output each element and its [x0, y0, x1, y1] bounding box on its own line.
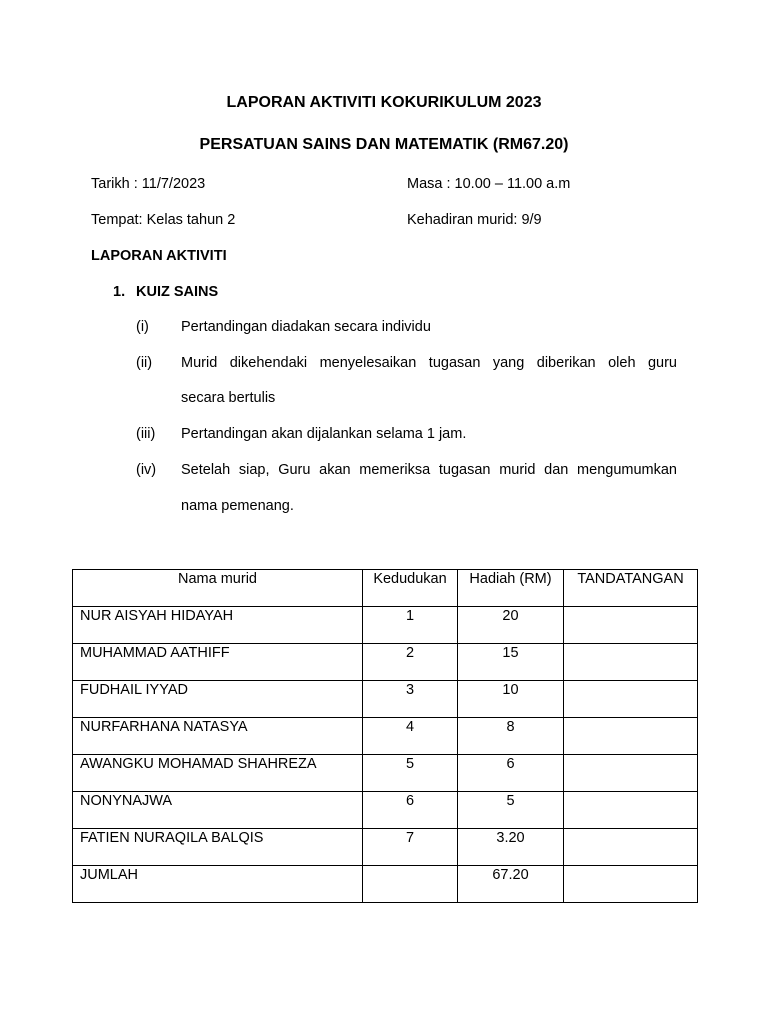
cell-rank: 7	[363, 829, 458, 866]
cell-signature	[564, 755, 698, 792]
report-subtitle: PERSATUAN SAINS DAN MATEMATIK (RM67.20)	[199, 136, 569, 153]
cell-signature	[564, 792, 698, 829]
table-row	[73, 755, 698, 792]
cell-signature	[564, 681, 698, 718]
total-rank	[363, 866, 458, 903]
cell-signature	[564, 829, 698, 866]
table-row	[73, 829, 698, 866]
total-signature	[564, 866, 698, 903]
activity-number: 1.	[113, 284, 126, 300]
list-item-text: Pertandingan akan dijalankan selama 1 jam.	[181, 426, 467, 442]
cell-name: NUR AISYAH HIDAYAH	[73, 607, 363, 644]
cell-name: FATIEN NURAQILA BALQIS	[73, 829, 363, 866]
place-field: Tempat: Kelas tahun 2	[91, 212, 236, 228]
table-row	[73, 718, 698, 755]
cell-prize: 10	[458, 681, 564, 718]
cell-signature	[564, 644, 698, 681]
header-name: Nama murid	[73, 570, 363, 607]
time-field: Masa : 10.00 – 11.00 a.m	[407, 176, 571, 192]
date-field: Tarikh : 11/7/2023	[91, 176, 206, 192]
cell-rank: 3	[363, 681, 458, 718]
list-item-number: (iv)	[136, 462, 157, 478]
cell-rank: 2	[363, 644, 458, 681]
table-total-row	[73, 866, 698, 903]
table-header-row	[73, 570, 698, 607]
list-item-text: Murid dikehendaki menyelesaikan tugasan yang diberikan oleh guru	[181, 355, 677, 371]
total-prize: 67.20	[458, 866, 564, 903]
list-item-text: Setelah siap, Guru akan memeriksa tugasan murid dan mengumumkan	[181, 462, 677, 478]
cell-prize: 20	[458, 607, 564, 644]
cell-prize: 15	[458, 644, 564, 681]
list-item-number: (ii)	[136, 355, 153, 371]
cell-name: MUHAMMAD AATHIFF	[73, 644, 363, 681]
report-title: LAPORAN AKTIVITI KOKURIKULUM 2023	[226, 94, 542, 111]
total-label: JUMLAH	[73, 866, 363, 903]
list-item-text-continued: nama pemenang.	[181, 498, 294, 514]
list-item-text-continued: secara bertulis	[181, 390, 276, 406]
header-prize: Hadiah (RM)	[458, 570, 564, 607]
list-item-number: (i)	[136, 319, 149, 335]
cell-rank: 1	[363, 607, 458, 644]
activity-title: KUIZ SAINS	[136, 284, 219, 300]
cell-prize: 3.20	[458, 829, 564, 866]
table-row	[73, 607, 698, 644]
cell-prize: 6	[458, 755, 564, 792]
header-rank: Kedudukan	[363, 570, 458, 607]
cell-rank: 5	[363, 755, 458, 792]
results-table	[72, 569, 698, 903]
cell-rank: 4	[363, 718, 458, 755]
list-item-text: Pertandingan diadakan secara individu	[181, 319, 431, 335]
cell-name: NURFARHANA NATASYA	[73, 718, 363, 755]
cell-name: NONYNAJWA	[73, 792, 363, 829]
cell-signature	[564, 607, 698, 644]
list-item-number: (iii)	[136, 426, 156, 442]
attendance-field: Kehadiran murid: 9/9	[407, 212, 542, 228]
cell-prize: 5	[458, 792, 564, 829]
table-row	[73, 792, 698, 829]
header-signature: TANDATANGAN	[564, 570, 698, 607]
table-row	[73, 681, 698, 718]
cell-rank: 6	[363, 792, 458, 829]
table-row	[73, 644, 698, 681]
cell-prize: 8	[458, 718, 564, 755]
cell-signature	[564, 718, 698, 755]
section-heading: LAPORAN AKTIVITI	[91, 248, 227, 264]
cell-name: AWANGKU MOHAMAD SHAHREZA	[73, 755, 363, 792]
cell-name: FUDHAIL IYYAD	[73, 681, 363, 718]
